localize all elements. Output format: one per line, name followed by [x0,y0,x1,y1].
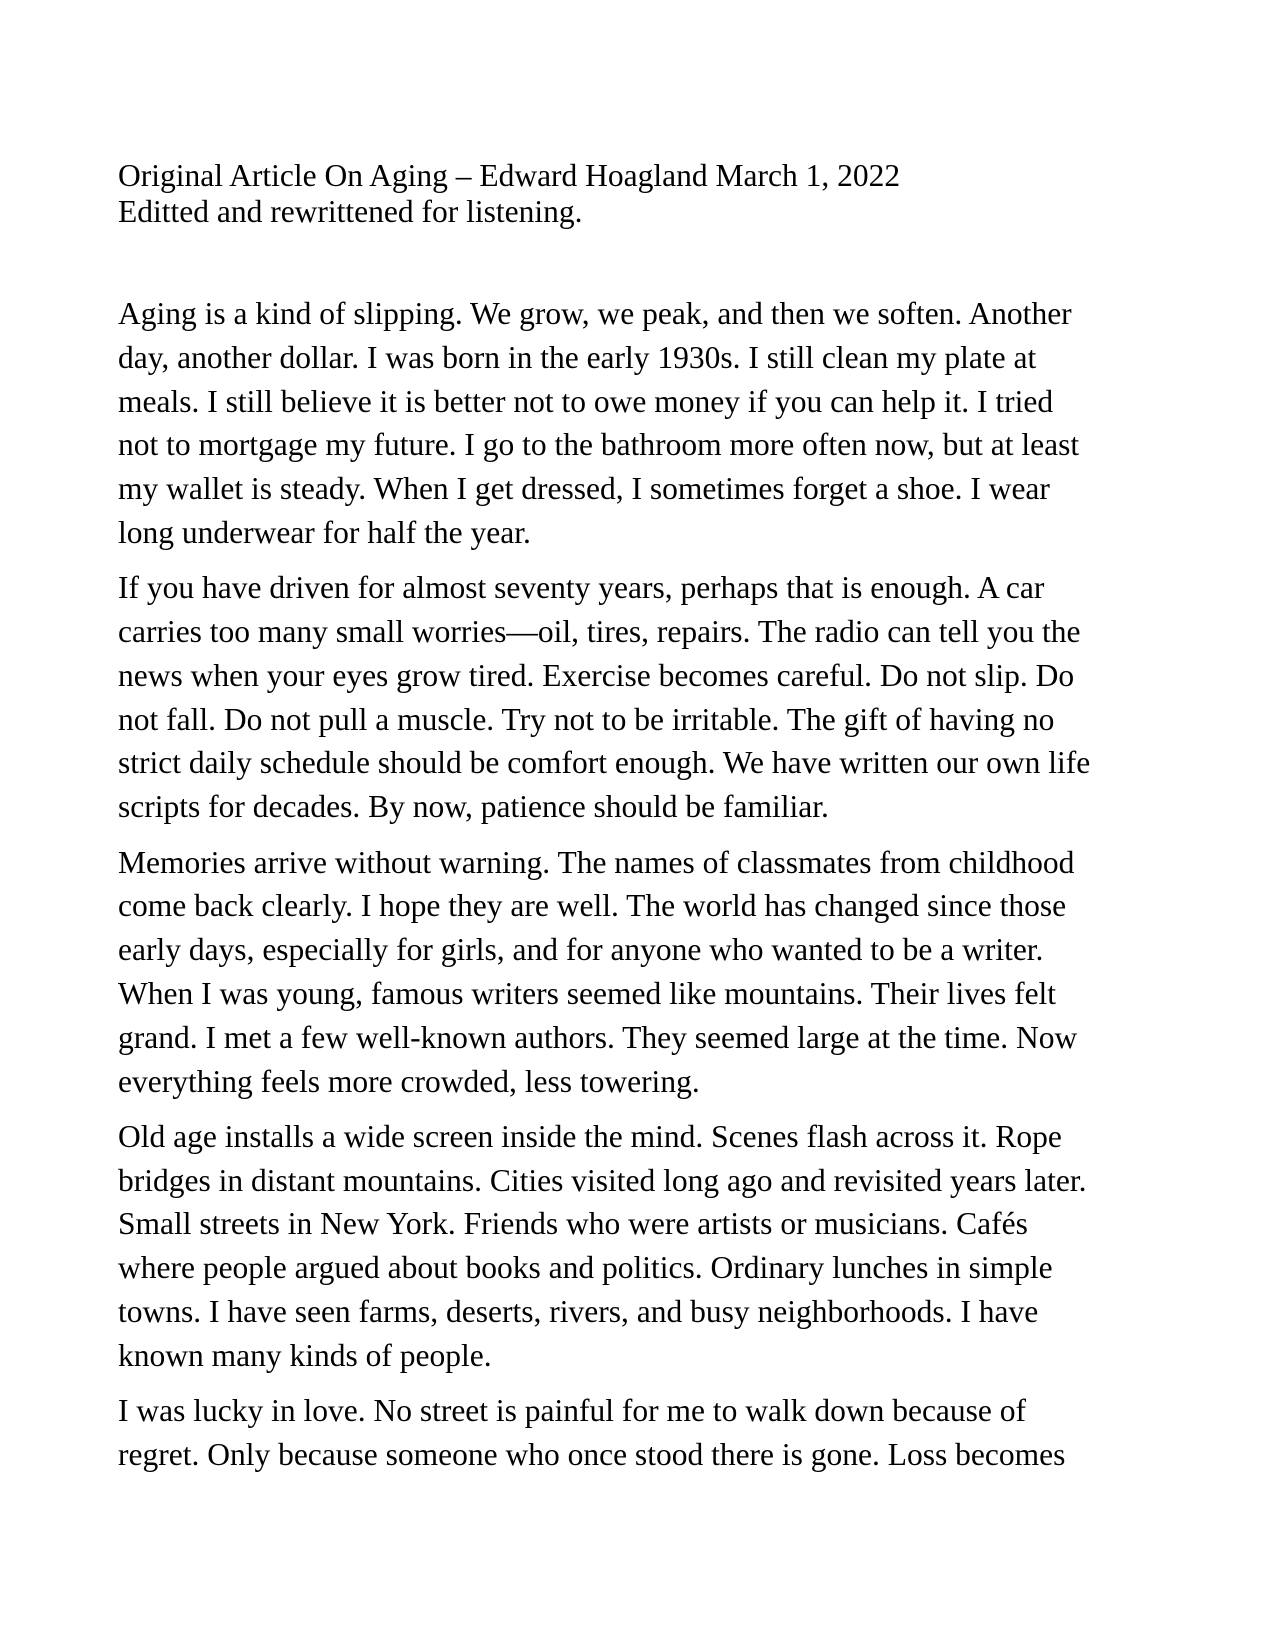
text-line: I was lucky in love. No street is painful for me to walk down because of [118,1393,1027,1429]
title-line: Original Article On Aging – Edward Hoagland March 1, 2022 [118,158,901,193]
text-line: If you have driven for almost seventy years, perhaps that is enough. A car [118,570,1045,606]
paragraph [118,566,1090,829]
text-line: not to mortgage my future. I go to the bathroom more often now, but at least [118,427,1080,463]
text-line: meals. I still believe it is better not to owe money if you can help it. I tried [118,383,1054,419]
text-line: regret. Only because someone who once stood there is gone. Loss becomes [118,1436,1066,1472]
text-line: day, another dollar. I was born in the early 1930s. I still clean my plate at [118,339,1037,375]
text-line: come back clearly. I hope they are well. The world has changed since those [118,888,1067,924]
text-line: scripts for decades. By now, patience should be familiar. [118,789,829,825]
text-line: Small streets in New York. Friends who were artists or musicians. Cafés [118,1206,1028,1242]
text-line: When I was young, famous writers seemed like mountains. Their lives felt [118,975,1057,1011]
text-line: strict daily schedule should be comfort enough. We have written our own life [118,745,1091,781]
paragraph [118,1115,1090,1378]
text-line: bridges in distant mountains. Cities visited long ago and revisited years later. [118,1162,1087,1198]
paragraph [118,841,1090,1104]
text-line: Memories arrive without warning. The names of classmates from childhood [118,844,1075,880]
text-line: early days, especially for girls, and for anyone who wanted to be a writer. [118,932,1044,968]
document-body [118,292,1090,1488]
document-header [118,158,900,230]
text-line: where people argued about books and politics. Ordinary lunches in simple [118,1250,1053,1286]
text-line: grand. I met a few well-known authors. They seemed large at the time. Now [118,1019,1078,1055]
subtitle-line: Editted and rewrittened for listening. [118,194,583,229]
text-line: carries too many small worries—oil, tires, repairs. The radio can tell you the [118,614,1081,650]
text-line: long underwear for half the year. [118,514,531,550]
text-line: news when your eyes grow tired. Exercise becomes careful. Do not slip. Do [118,657,1075,693]
paragraph [118,292,1090,555]
paragraph [118,1389,1090,1477]
text-line: everything feels more crowded, less towering. [118,1063,700,1099]
text-line: Old age installs a wide screen inside the mind. Scenes flash across it. Rope [118,1118,1062,1154]
text-line: towns. I have seen farms, deserts, rivers, and busy neighborhoods. I have [118,1294,1039,1330]
text-line: Aging is a kind of slipping. We grow, we peak, and then we soften. Another [118,296,1072,331]
text-line: not fall. Do not pull a muscle. Try not to be irritable. The gift of having no [118,701,1055,737]
text-line: known many kinds of people. [118,1337,492,1373]
text-line: my wallet is steady. When I get dressed, I sometimes forget a shoe. I wear [118,471,1050,507]
